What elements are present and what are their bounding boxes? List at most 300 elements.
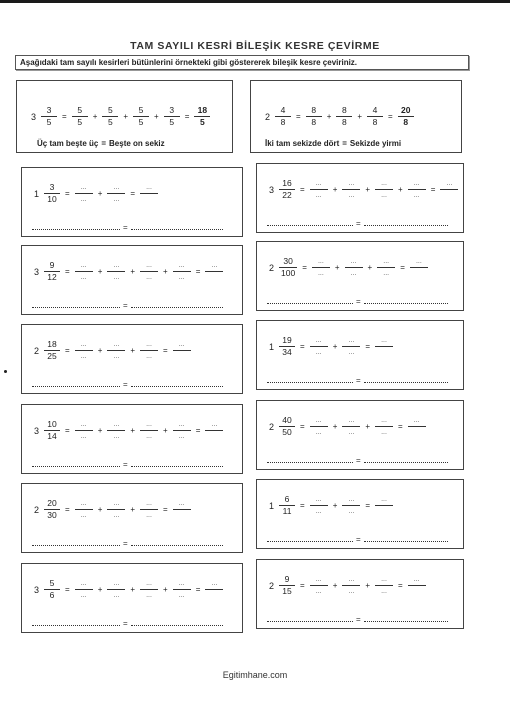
numerator: ... [178, 421, 185, 428]
example-expression [265, 105, 461, 128]
fraction [342, 494, 360, 517]
exercise-card [256, 400, 464, 470]
answer-line [267, 375, 448, 385]
equals-sign: = [130, 189, 136, 198]
equals-sign: = [300, 185, 305, 194]
dotted-blank [32, 538, 120, 546]
dotted-blank [32, 300, 120, 308]
equals-sign: = [65, 505, 70, 514]
fraction [375, 415, 393, 438]
answer-line [32, 300, 223, 310]
numerator: 3 [169, 105, 175, 115]
answer-line [267, 455, 448, 465]
fraction [342, 335, 360, 358]
denominator [205, 271, 223, 283]
dotted-blank [131, 300, 223, 308]
fraction [194, 105, 210, 128]
example-card [16, 80, 233, 153]
denominator: ... [310, 505, 328, 517]
denominator: ... [310, 585, 328, 597]
numerator: ... [211, 580, 218, 587]
dotted-blank [267, 455, 353, 463]
denominator: 100 [281, 268, 296, 278]
denominator: ... [75, 509, 93, 521]
denominator [410, 267, 428, 279]
numerator: ... [146, 421, 152, 428]
numerator: ... [348, 180, 355, 187]
fraction [306, 105, 322, 128]
numerator: 4 [280, 105, 286, 115]
denominator: ... [140, 509, 158, 521]
plus-sign: + [130, 585, 136, 594]
fraction [440, 178, 458, 201]
numerator: 20 [400, 105, 411, 115]
fraction [342, 574, 360, 597]
numerator: ... [315, 576, 322, 583]
numerator: 40 [282, 415, 292, 425]
equals-sign: = [195, 585, 201, 594]
footer-credit: Egitimhane.com [222, 670, 288, 680]
numerator: ... [413, 417, 420, 424]
plus-sign: + [97, 346, 103, 355]
fraction [205, 578, 223, 601]
numerator: ... [211, 421, 218, 428]
numerator: 20 [47, 498, 57, 508]
fraction [279, 256, 297, 279]
numerator: ... [80, 500, 87, 507]
denominator: ... [107, 509, 125, 521]
dotted-blank [267, 218, 353, 226]
denominator: 12 [44, 271, 60, 283]
denominator: 8 [336, 116, 352, 128]
numerator: ... [381, 417, 387, 424]
equals-sign: = [163, 505, 168, 514]
fraction [310, 415, 328, 438]
denominator: 15 [279, 585, 295, 597]
numerator: ... [113, 580, 120, 587]
fraction [279, 178, 295, 201]
fraction [44, 339, 60, 362]
numerator: ... [315, 417, 322, 424]
numerator: ... [415, 258, 422, 265]
whole-number: 2 [269, 580, 275, 591]
fraction [375, 494, 393, 517]
answer-line [32, 379, 223, 389]
equals-sign: = [300, 501, 305, 510]
fraction [408, 178, 426, 201]
numerator: ... [146, 580, 152, 587]
fraction [107, 419, 125, 442]
plus-sign: + [130, 426, 136, 435]
fraction [140, 182, 158, 205]
plus-sign: + [367, 263, 373, 272]
plus-sign: + [326, 112, 332, 121]
denominator [375, 505, 393, 517]
fraction [375, 178, 393, 201]
plus-sign: + [163, 426, 168, 435]
example-card [250, 80, 462, 153]
fraction [310, 494, 328, 517]
numerator: ... [146, 262, 152, 269]
plus-sign: + [332, 501, 338, 510]
exercise-card [256, 320, 464, 390]
equals-sign: = [65, 426, 70, 435]
equals-sign: = [300, 581, 305, 590]
dotted-blank [32, 618, 120, 626]
dotted-blank [364, 218, 448, 226]
fraction [173, 578, 191, 601]
numerator: ... [113, 184, 120, 191]
denominator [205, 430, 223, 442]
denominator: ... [75, 430, 93, 442]
words-improper: Sekizde yirmi [349, 139, 402, 148]
numerator: ... [80, 341, 87, 348]
denominator: 34 [279, 346, 295, 358]
denominator [375, 346, 393, 358]
plus-sign: + [365, 422, 371, 431]
fraction [107, 182, 125, 205]
denominator: ... [173, 430, 191, 442]
equals-sign: = [302, 263, 307, 272]
denominator: ... [107, 589, 125, 601]
numerator: ... [211, 262, 218, 269]
equals-sign: = [123, 619, 128, 628]
denominator: 5 [194, 116, 210, 128]
denominator: ... [377, 267, 395, 279]
fraction [310, 335, 328, 358]
denominator [205, 589, 223, 601]
example-words [37, 139, 165, 148]
numerator: ... [146, 341, 152, 348]
denominator: 8 [306, 116, 322, 128]
dotted-blank [267, 614, 353, 622]
numerator: ... [178, 262, 185, 269]
exercise-expression [34, 419, 242, 442]
equals-sign: = [356, 219, 361, 228]
answer-line [267, 534, 448, 544]
plus-sign: + [123, 112, 129, 121]
denominator [140, 193, 158, 205]
numerator: ... [146, 184, 152, 191]
fraction [408, 574, 426, 597]
fraction [44, 419, 60, 442]
exercise-card [256, 559, 464, 629]
denominator: ... [342, 505, 360, 517]
whole-number: 3 [269, 184, 275, 195]
fraction [408, 415, 426, 438]
denominator: ... [75, 271, 93, 283]
numerator: ... [350, 258, 357, 265]
whole-number: 2 [34, 345, 40, 356]
equals-sign: = [300, 422, 305, 431]
equals-sign: = [398, 422, 403, 431]
plus-sign: + [130, 505, 136, 514]
fraction [279, 415, 295, 438]
numerator: ... [178, 500, 185, 507]
plus-sign: + [332, 581, 338, 590]
equals-sign: = [430, 185, 436, 194]
numerator: ... [315, 180, 322, 187]
plus-sign: + [398, 185, 403, 194]
fraction [75, 182, 93, 205]
fraction [345, 256, 363, 279]
numerator: 3 [49, 182, 55, 192]
numerator: ... [348, 417, 355, 424]
equals-sign: = [342, 139, 347, 148]
denominator: ... [75, 350, 93, 362]
numerator: ... [113, 262, 120, 269]
example-words [265, 139, 401, 148]
denominator: 5 [102, 116, 118, 128]
dotted-blank [32, 459, 120, 467]
denominator: ... [107, 350, 125, 362]
dotted-blank [131, 379, 223, 387]
numerator: ... [113, 421, 120, 428]
numerator: ... [80, 580, 87, 587]
exercise-card [256, 241, 464, 311]
equals-sign: = [365, 342, 371, 351]
equals-sign: = [123, 539, 128, 548]
equals-sign: = [398, 581, 403, 590]
numerator: ... [381, 576, 387, 583]
fraction [279, 494, 295, 517]
numerator: ... [317, 258, 324, 265]
plus-sign: + [130, 267, 136, 276]
exercise-card [256, 479, 464, 549]
fraction [107, 498, 125, 521]
exercise-card [21, 483, 243, 553]
numerator: 4 [372, 105, 378, 115]
fraction [336, 105, 352, 128]
fraction [75, 419, 93, 442]
dotted-blank [131, 222, 223, 230]
denominator: 50 [279, 426, 295, 438]
fraction [75, 260, 93, 283]
numerator: ... [80, 184, 87, 191]
fraction [410, 256, 428, 279]
numerator: 5 [138, 105, 144, 115]
numerator: 18 [47, 339, 57, 349]
equals-sign: = [356, 297, 361, 306]
denominator: ... [310, 346, 328, 358]
whole-number: 1 [34, 188, 40, 199]
numerator: ... [315, 496, 322, 503]
plus-sign: + [97, 585, 103, 594]
plus-sign: + [97, 189, 103, 198]
equals-sign: = [296, 112, 301, 121]
numerator: ... [381, 337, 387, 344]
equals-sign: = [101, 139, 107, 148]
numerator: ... [413, 576, 420, 583]
instruction-box: Aşağıdaki tam sayılı kesirleri bütünlerini örnekteki gibi göstererek bileşik kesre çeviriniz. [15, 55, 469, 70]
fraction [279, 574, 295, 597]
whole-number: 2 [34, 504, 40, 515]
numerator: 8 [311, 105, 317, 115]
denominator: ... [107, 271, 125, 283]
fraction [75, 498, 93, 521]
numerator: 19 [282, 335, 292, 345]
fraction [107, 578, 125, 601]
answer-line [32, 222, 223, 232]
denominator: ... [375, 585, 393, 597]
numerator: 6 [284, 494, 290, 504]
numerator: 9 [284, 574, 290, 584]
dotted-blank [364, 534, 448, 542]
numerator: ... [348, 576, 355, 583]
plus-sign: + [332, 185, 338, 194]
equals-sign: = [123, 460, 128, 469]
numerator: ... [178, 580, 185, 587]
dotted-blank [267, 296, 353, 304]
exercise-expression [269, 256, 463, 279]
equals-sign: = [65, 346, 70, 355]
dotted-blank [267, 534, 353, 542]
denominator: 8 [398, 116, 414, 128]
example-expression [31, 105, 232, 128]
numerator: ... [113, 341, 120, 348]
exercise-expression [34, 260, 242, 283]
whole-number: 2 [269, 421, 275, 432]
fraction [44, 498, 60, 521]
equals-sign: = [195, 426, 201, 435]
equals-sign: = [184, 112, 190, 121]
exercise-expression [34, 578, 242, 601]
fraction [72, 105, 88, 128]
dotted-blank [267, 375, 353, 383]
fraction [102, 105, 118, 128]
numerator: ... [348, 496, 355, 503]
exercise-expression [269, 574, 463, 597]
denominator: 22 [279, 189, 295, 201]
whole-number: 3 [34, 584, 40, 595]
exercise-card [21, 404, 243, 474]
denominator: 10 [44, 193, 60, 205]
exercise-expression [269, 335, 463, 358]
denominator: ... [375, 189, 393, 201]
fraction [44, 182, 60, 205]
plus-sign: + [365, 185, 371, 194]
denominator: ... [140, 271, 158, 283]
fraction [107, 260, 125, 283]
exercise-expression [34, 182, 242, 205]
denominator: 30 [44, 509, 60, 521]
equals-sign: = [356, 535, 361, 544]
words-mixed: İki tam sekizde dört [265, 139, 340, 148]
denominator: ... [345, 267, 363, 279]
equals-sign: = [365, 501, 371, 510]
dotted-blank [131, 538, 223, 546]
dotted-blank [32, 222, 120, 230]
plus-sign: + [357, 112, 363, 121]
numerator: ... [381, 496, 387, 503]
equals-sign: = [195, 267, 201, 276]
words-mixed: Üç tam beşte üç [37, 139, 99, 148]
numerator: ... [315, 337, 322, 344]
denominator: ... [173, 271, 191, 283]
denominator: ... [75, 589, 93, 601]
fraction [41, 105, 57, 128]
exercise-expression [34, 498, 242, 521]
numerator: ... [80, 421, 87, 428]
equals-sign: = [400, 263, 405, 272]
numerator: ... [146, 500, 152, 507]
fraction [312, 256, 330, 279]
dotted-blank [364, 375, 448, 383]
whole-number: 1 [269, 341, 275, 352]
whole-number: 2 [269, 262, 275, 273]
words-improper: Beşte on sekiz [109, 139, 165, 148]
plus-sign: + [97, 267, 103, 276]
plus-sign: + [130, 346, 136, 355]
fraction [367, 105, 383, 128]
denominator: 5 [41, 116, 57, 128]
plus-sign: + [332, 342, 338, 351]
whole-number: 2 [265, 111, 271, 122]
equals-sign: = [356, 456, 361, 465]
numerator: 5 [77, 105, 83, 115]
denominator: ... [342, 585, 360, 597]
top-border [0, 0, 510, 3]
denominator: ... [140, 589, 158, 601]
equals-sign: = [356, 615, 361, 624]
numerator: 16 [282, 178, 292, 188]
denominator: ... [342, 426, 360, 438]
fraction [173, 419, 191, 442]
fraction [205, 419, 223, 442]
dotted-blank [364, 455, 448, 463]
denominator: 8 [275, 116, 291, 128]
fraction [173, 260, 191, 283]
equals-sign: = [123, 223, 128, 232]
dotted-blank [131, 618, 223, 626]
plus-sign: + [163, 267, 168, 276]
fraction [44, 578, 60, 601]
exercise-expression [34, 339, 242, 362]
equals-sign: = [356, 376, 361, 385]
denominator: ... [140, 430, 158, 442]
numerator: 9 [49, 260, 55, 270]
denominator: 5 [72, 116, 88, 128]
fraction [173, 339, 191, 362]
numerator: 5 [49, 578, 55, 588]
fraction [75, 578, 93, 601]
denominator: ... [408, 189, 426, 201]
fraction [44, 260, 60, 283]
exercise-card [256, 163, 464, 233]
numerator: 18 [197, 105, 208, 115]
plus-sign: + [334, 263, 340, 272]
denominator: ... [375, 426, 393, 438]
equals-sign: = [62, 112, 67, 121]
fraction [398, 105, 414, 128]
fraction [75, 339, 93, 362]
fraction [205, 260, 223, 283]
fraction [140, 419, 158, 442]
denominator: ... [173, 589, 191, 601]
exercise-expression [269, 178, 463, 201]
numerator: 3 [46, 105, 52, 115]
fraction [375, 335, 393, 358]
denominator: 14 [44, 430, 60, 442]
equals-sign: = [65, 267, 70, 276]
equals-sign: = [65, 189, 70, 198]
fraction [279, 335, 295, 358]
fraction [140, 260, 158, 283]
answer-line [32, 618, 223, 628]
dotted-blank [364, 614, 448, 622]
answer-line [267, 614, 448, 624]
scan-speck [4, 370, 7, 373]
